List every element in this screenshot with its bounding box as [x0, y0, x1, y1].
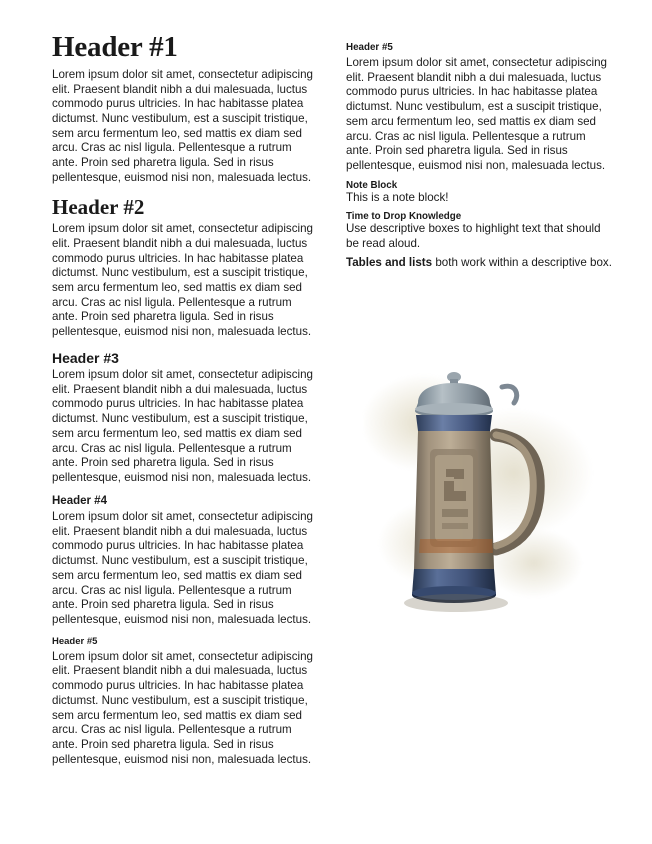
beer-stein-icon: [390, 343, 570, 633]
beer-stein-illustration: [346, 343, 614, 643]
section-heading-1: Header #1: [52, 31, 178, 63]
right-section-heading: Header #5: [346, 42, 393, 53]
note-block-title: Note Block: [346, 179, 398, 191]
left-column: [52, 32, 320, 769]
drop-knowledge-title: Time to Drop Knowledge: [346, 211, 462, 223]
two-column-layout: [52, 32, 612, 769]
tables-and-lists-lead: Tables and lists: [346, 255, 433, 269]
tables-and-lists-rest: both work within a descriptive box.: [432, 255, 612, 269]
section-body-2: Lorem ipsum dolor sit amet, consectetur adipiscing elit. Praesent blandit nibh a dui malesuada, luctus commodo purus ultricies. In hac habitasse platea dictumst. Nunc vestibulum, est a suscipit tristique, sem arcu fermentum leo, sed mattis ex diam sed arcu. Cras ac nisl ligula. Pellentesque a rutrum ante. Proin sed pharetra ligula. Sed in risus pellentesque, euismod nisi non, malesuada lectus.: [52, 222, 313, 339]
tables-and-lists-text: [346, 256, 614, 271]
section-body-1: Lorem ipsum dolor sit amet, consectetur adipiscing elit. Praesent blandit nibh a dui malesuada, luctus commodo purus ultricies. In hac habitasse platea dictumst. Nunc vestibulum, est a suscipit tristique, sem arcu fermentum leo, sed mattis ex diam sed arcu. Cras ac nisl ligula. Pellentesque a rutrum ante. Proin sed pharetra ligula. Sed in risus pellentesque, euismod nisi non, malesuada lectus.: [52, 67, 313, 184]
section-heading-3: Header #3: [52, 349, 119, 366]
section-body-3: Lorem ipsum dolor sit amet, consectetur adipiscing elit. Praesent blandit nibh a dui malesuada, luctus commodo purus ultricies. In hac habitasse platea dictumst. Nunc vestibulum, est a suscipit tristique, sem arcu fermentum leo, sed mattis ex diam sed arcu. Cras ac nisl ligula. Pellentesque a rutrum ante. Proin sed pharetra ligula. Sed in risus pellentesque, euismod nisi non, malesuada lectus.: [52, 368, 313, 485]
right-column: [346, 32, 614, 643]
section-body-5: Lorem ipsum dolor sit amet, consectetur adipiscing elit. Praesent blandit nibh a dui malesuada, luctus commodo purus ultricies. In hac habitasse platea dictumst. Nunc vestibulum, est a suscipit tristique, sem arcu fermentum leo, sed mattis ex diam sed arcu. Cras ac nisl ligula. Pellentesque a rutrum ante. Proin sed pharetra ligula. Sed in risus pellentesque, euismod nisi non, malesuada lectus.: [52, 649, 313, 766]
right-section-body: Lorem ipsum dolor sit amet, consectetur adipiscing elit. Praesent blandit nibh a dui malesuada, luctus commodo purus ultricies. In hac habitasse platea dictumst. Nunc vestibulum, est a suscipit tristique, sem arcu fermentum leo, sed mattis ex diam sed arcu. Cras ac nisl ligula. Pellentesque a rutrum ante. Proin sed pharetra ligula. Sed in risus pellentesque, euismod nisi non, malesuada lectus.: [346, 56, 607, 173]
descriptive-box-text: Use descriptive boxes to highlight text that should be read aloud.: [346, 222, 601, 251]
note-block-text: This is a note block!: [346, 190, 449, 204]
section-body-4: Lorem ipsum dolor sit amet, consectetur adipiscing elit. Praesent blandit nibh a dui malesuada, luctus commodo purus ultricies. In hac habitasse platea dictumst. Nunc vestibulum, est a suscipit tristique, sem arcu fermentum leo, sed mattis ex diam sed arcu. Cras ac nisl ligula. Pellentesque a rutrum ante. Proin sed pharetra ligula. Sed in risus pellentesque, euismod nisi non, malesuada lectus.: [52, 509, 313, 626]
section-heading-4: Header #4: [52, 494, 107, 507]
section-heading-2: Header #2: [52, 194, 145, 219]
section-heading-5: Header #5: [52, 635, 98, 647]
